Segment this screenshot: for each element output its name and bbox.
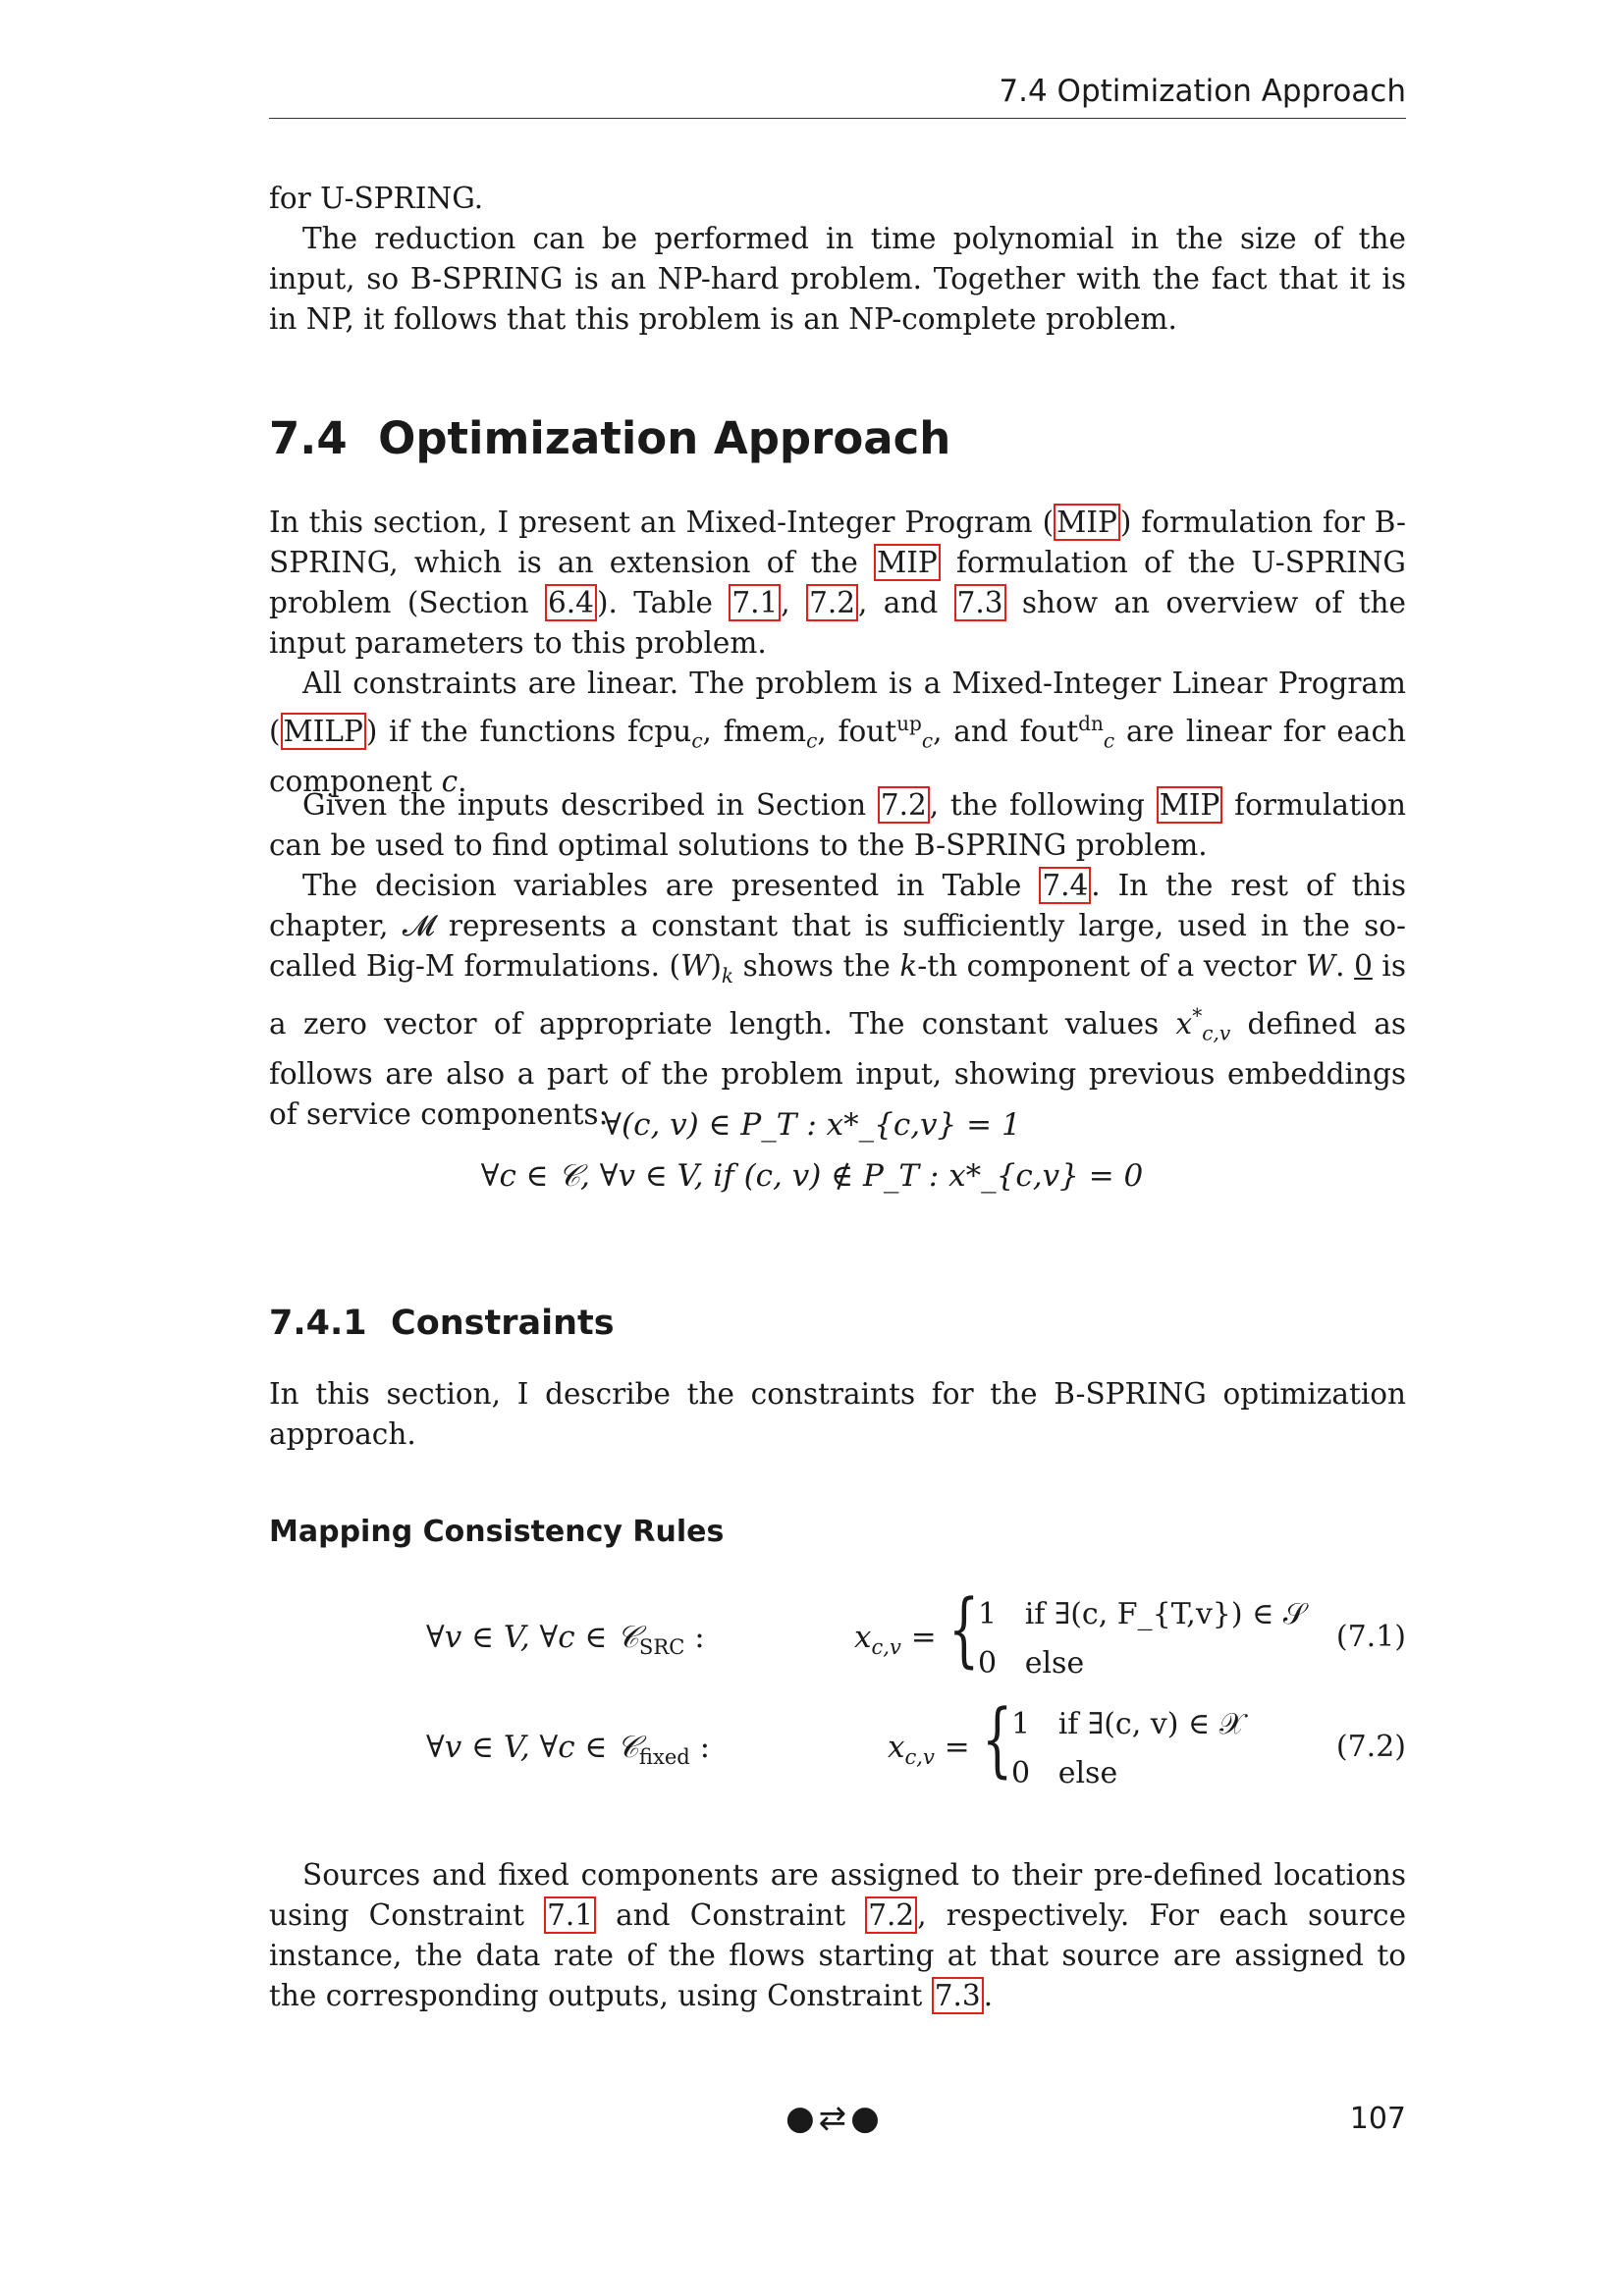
acronym-link-mip[interactable]: MIP <box>874 544 941 581</box>
section-title: Optimization Approach <box>378 412 951 464</box>
constraint-link-7-1[interactable]: 7.1 <box>544 1896 596 1934</box>
equation-7-1-lhs: $x_{c,v}$ = <box>854 1620 937 1660</box>
table-link-7-1[interactable]: 7.1 <box>729 584 781 621</box>
subsection-number: 7.4.1 <box>269 1304 367 1343</box>
equation-7-2-lhs: $x_{c,v}$ = <box>888 1730 970 1770</box>
equation-7-1-cases: 1 if ∃(c, F_{T,v}) ∈ 𝒮 0 else <box>978 1597 1307 1681</box>
acronym-link-milp[interactable]: MILP <box>281 713 366 750</box>
display-equation-line-1: ∀(c, v) ∈ P_T : x*_{c,v} = 1 <box>603 1107 1021 1143</box>
table-link-7-4[interactable]: 7.4 <box>1039 867 1091 904</box>
section-link-6-4[interactable]: 6.4 <box>545 584 597 621</box>
equation-number-7-1: (7.1) <box>1335 1620 1406 1654</box>
paragraph-mip-intro: In this section, I present an Mixed-Integer Program ( MIP ) formulation for B-SPRING, which is an extension of the MIP formulation of the U-SPRING problem (Section 6.4 ). Table 7.1 , 7.2 , and 7.3 show an overview of the input parameters to this problem. <box>269 506 1406 660</box>
constraint-link-7-3[interactable]: 7.3 <box>932 1977 984 2014</box>
equation-7-1-quantifier: ∀v ∈ V, ∀c ∈ 𝒞$_{SRC}$ : <box>426 1620 705 1660</box>
intro-reduction-paragraph: The reduction can be performed in time polynomial in the size of the input, so B-SPRING is an NP-hard problem. Together with the fact that it is in NP, it follows that this problem is an NP-complete problem. <box>269 222 1406 336</box>
acronym-link-mip[interactable]: MIP <box>1054 504 1120 541</box>
equation-7-1-brace: { <box>948 1583 980 1677</box>
paragraph-sources-fixed: Sources and fixed components are assigned to their pre-defined locations using Constraint 7.1 and Constraint 7.2 , respectively. For each source instance, the data rate of the flows starting at that source are assigned to the corresponding outputs, using Constraint 7.3 . <box>269 1858 1407 2012</box>
equation-7-2-quantifier: ∀v ∈ V, ∀c ∈ 𝒞$_{fixed}$ : <box>426 1730 711 1770</box>
paragraph-linear-constraints: All constraints are linear. The problem is a Mixed-Integer Linear Program ( MILP ) if the functions fcpu$_c$, fmem$_c$, fout$^{up}_c$, and fout$^{dn}_c$ are linear for each component c. <box>269 667 1406 798</box>
running-header <box>269 69 1406 119</box>
section-link-7-2[interactable]: 7.2 <box>878 786 930 824</box>
table-link-7-2[interactable]: 7.2 <box>806 584 858 621</box>
navigation-icon[interactable]: ●⇄● <box>785 2099 884 2138</box>
paragraph-given-inputs: Given the inputs described in Section 7.2 , the following MIP formulation can be used to find optimal solutions to the B-SPRING problem. <box>269 788 1407 862</box>
subsection-heading <box>269 1304 615 1343</box>
equation-7-2-cases: 1 if ∃(c, v) ∈ 𝒳 0 else <box>1011 1707 1245 1790</box>
display-equation-line-2: ∀c ∈ 𝒞, ∀v ∈ V, if (c, v) ∉ P_T : x*_{c,v} = 0 <box>480 1158 1144 1194</box>
constraint-link-7-2[interactable]: 7.2 <box>865 1896 917 1934</box>
paragraph-constraints-intro: In this section, I describe the constraints for the B-SPRING optimization approach. <box>269 1377 1406 1451</box>
table-link-7-3[interactable]: 7.3 <box>954 584 1006 621</box>
subsubsection-heading: Mapping Consistency Rules <box>269 1515 725 1549</box>
acronym-link-mip[interactable]: MIP <box>1157 786 1223 824</box>
intro-line: for U-SPRING. <box>269 182 484 215</box>
subsection-title: Constraints <box>391 1304 615 1343</box>
equation-number-7-2: (7.2) <box>1335 1730 1406 1764</box>
section-heading <box>269 412 950 464</box>
page-number: 107 <box>1349 2102 1406 2136</box>
paragraph-decision-variables: The decision variables are presented in Table 7.4 . In the rest of this chapter, 𝓜 represents a constant that is sufficiently large, used in the so-called Big-M formulations. $(W)_k$ shows the k-th component of a vector W. 0 is a zero vector of appropriate length. The constant values $x^*_{c,v}$ defined as follows are also a part of the problem input, showing previous embeddings of service components: <box>269 869 1406 1131</box>
header-title: 7.4 Optimization Approach <box>999 74 1406 109</box>
section-number: 7.4 <box>269 412 348 464</box>
equation-7-2-brace: { <box>982 1693 1013 1787</box>
